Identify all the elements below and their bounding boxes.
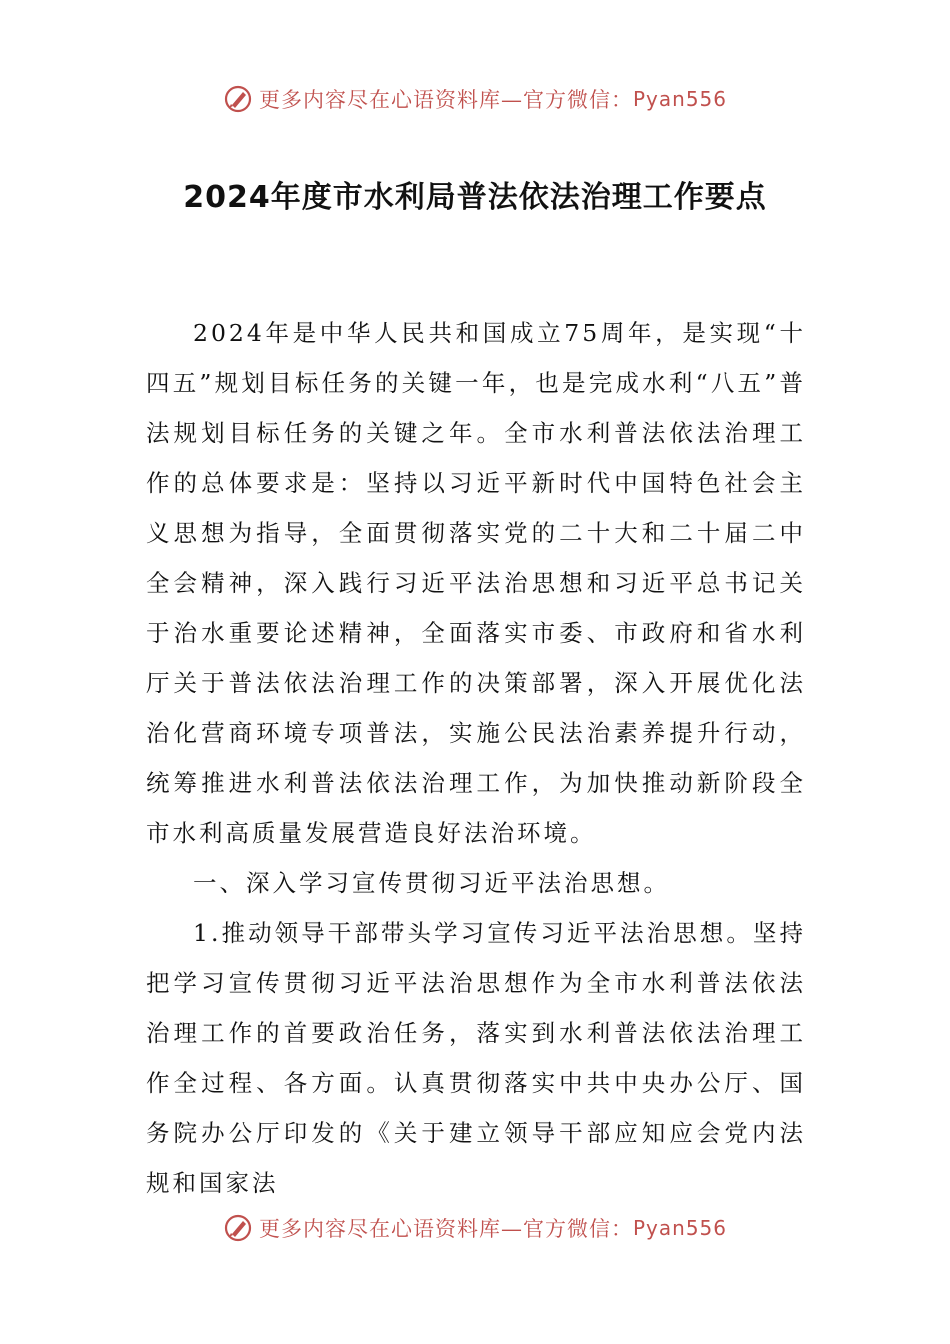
watermark-wechat-id: Pyan556 bbox=[632, 1216, 727, 1240]
watermark-text: 更多内容尽在心语资料库—官方微信： bbox=[258, 1217, 633, 1241]
document-body bbox=[146, 308, 806, 1208]
paragraph-intro: 2024年是中华人民共和国成立75周年，是实现“十四五”规划目标任务的关键一年，也是完成水利“八五”普法规划目标任务的关键之年。全市水利普法依法治理工作的总体要求是：坚持以习近平新时代中国特色社会主义思想为指导，全面贯彻落实党的二十大和二十届二中全会精神，深入践行习近平法治思想和习近平总书记关于治水重要论述精神，全面落实市委、市政府和省水利厅关于普法依法治理工作的决策部署，深入开展优化法治化营商环境专项普法，实施公民法治素养提升行动，统筹推进水利普法依法治理工作，为加快推动新阶段全市水利高质量发展营造良好法治环境。 bbox=[146, 319, 806, 847]
section-heading: 一、深入学习宣传贯彻习近平法治思想。 bbox=[193, 869, 670, 897]
watermark-header bbox=[0, 84, 950, 114]
watermark-footer bbox=[0, 1213, 950, 1243]
paragraph-item-1: 1.推动领导干部带头学习宣传习近平法治思想。坚持把学习宣传贯彻习近平法治思想作为全市水利普法依法治理工作的首要政治任务，落实到水利普法依法治理工作全过程、各方面。认真贯彻落实中共中央办公厅、国务院办公厅印发的《关于建立领导干部应知应会党内法规和国家法 bbox=[146, 919, 806, 1197]
watermark-text: 更多内容尽在心语资料库—官方微信： bbox=[258, 88, 633, 112]
document-title: 2024年度市水利局普法依法治理工作要点 bbox=[183, 180, 767, 215]
watermark-wechat-id: Pyan556 bbox=[632, 87, 727, 111]
pen-logo-icon bbox=[223, 1213, 253, 1243]
pen-logo-icon bbox=[223, 84, 253, 114]
